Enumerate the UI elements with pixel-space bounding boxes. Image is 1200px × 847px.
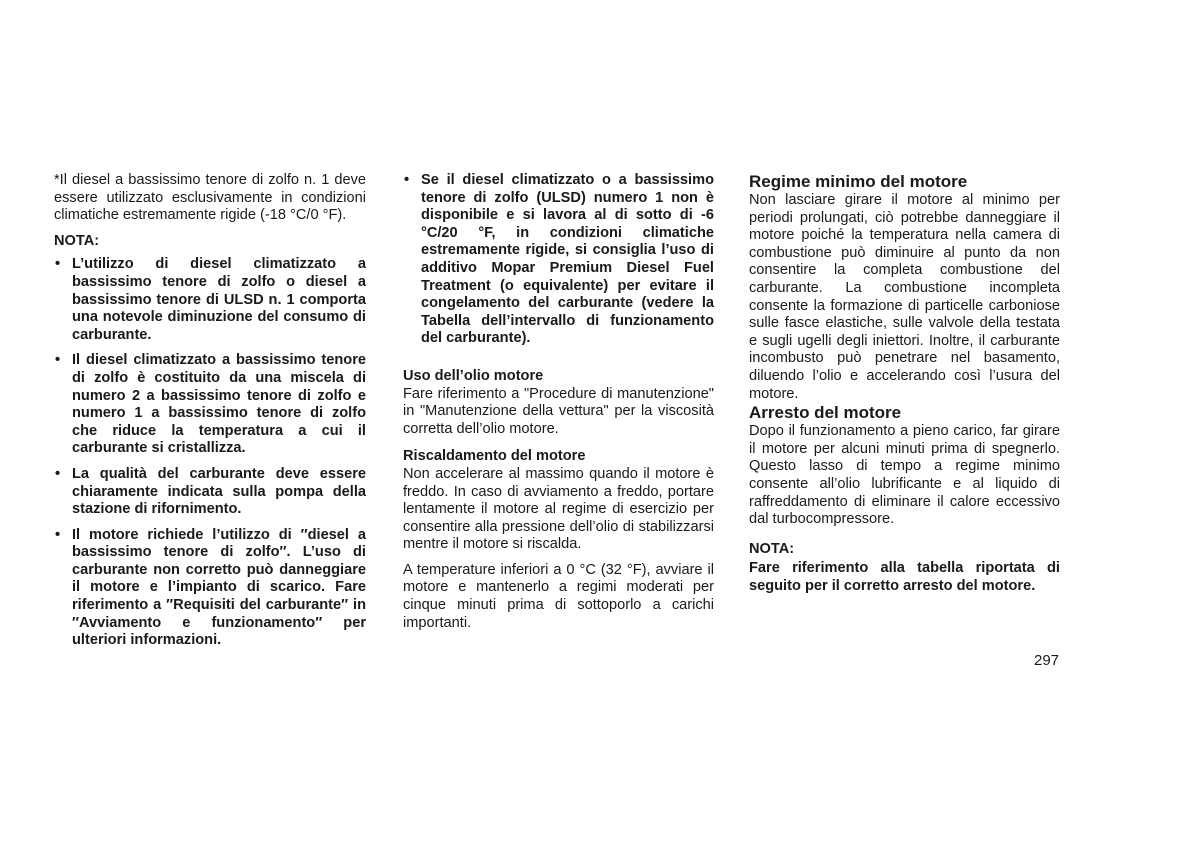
list-item: • Il diesel climatizzato a bassissimo tenore di zolfo è costituito da una miscela di numero 2 a bassissimo tenore di zolfo e numero 1 a bassissimo tenore di zolfo che riduce la temperatura a cui il carburante si cristallizza. (55, 352, 366, 457)
stop-heading: Arresto del motore (749, 403, 902, 423)
column-middle (403, 172, 714, 632)
bullet-dot-icon: • (55, 526, 61, 543)
idle-paragraph: Non lasciare girare il motore al minimo per periodi prolungati, ciò potrebbe danneggiare il motore poiché la temperatura nella camera di combustione può diminuire al punto da non consentire la completa combustione del carburante. La combustione incompleta consente la formazione di particelle carboniose sulle fasce elastiche, sulle valvole della testata e sugli ugelli degli iniettori. Inoltre, il carburante incombusto può penetrare nel basamento, diluendo l’olio e accelerando così l’usura del motore. (749, 192, 1060, 402)
note-bullet-list (54, 256, 366, 649)
warmup-heading: Riscaldamento del motore (403, 448, 586, 465)
oil-heading: Uso dell’olio motore (403, 367, 544, 384)
bullet-dot-icon: • (404, 172, 410, 188)
column-left (54, 172, 366, 658)
note-label: NOTA: (54, 232, 100, 249)
warmup-paragraph: Non accelerare al massimo quando il motore è freddo. In caso di avviamento a freddo, portare lentamente il motore al regime di esercizio per consentire alla pressione dell’olio di stabilizzarsi mentre il motore si riscalda. (403, 465, 714, 553)
list-item: • La qualità del carburante deve essere chiaramente indicata sulla pompa della stazione di rifornimento. (55, 465, 366, 518)
bullet-dot-icon: • (55, 256, 61, 273)
intro-footnote: *Il diesel a bassissimo tenore di zolfo n. 1 deve essere utilizzato esclusivamente in condizioni climatiche estremamente rigide (-18 °C/0 °F). (54, 172, 366, 224)
note-paragraph: Fare riferimento alla tabella riportata di seguito per il corretto arresto del motore. (749, 560, 1060, 594)
note-label: NOTA: (749, 540, 795, 557)
warmup-paragraph-2: A temperature inferiori a 0 °C (32 °F), avviare il motore e mantenerlo a regimi moderati per cinque minuti prima di sottoporlo a carichi importanti. (403, 561, 714, 631)
additive-bullet-list (403, 172, 714, 348)
list-item: • Il motore richiede l’utilizzo di ″diesel a bassissimo tenore di zolfo″. L’uso di carburante non corretto può danneggiare il motore e l’impianto di scarico. Fare riferimento a ″Requisiti del carburante″ in ″Avviamento e funzionamento″ per ulteriori informazioni. (55, 526, 366, 649)
bullet-dot-icon: • (55, 465, 61, 482)
list-item: • L’utilizzo di diesel climatizzato a bassissimo tenore di zolfo o diesel a bassissimo tenore di ULSD n. 1 comporta una notevole diminuzione del consumo di carburante. (55, 256, 366, 343)
list-item: • Se il diesel climatizzato o a bassissimo tenore di zolfo (ULSD) numero 1 non è disponibile e si lavora al di sotto di -6 °C/20 °F, in condizioni climatiche estremamente rigide, si consiglia l’uso di additivo Mopar Premium Diesel Fuel Treatment (o equivalente) per evitare il congelamento del carburante (vedere la Tabella dell’intervallo di funzionamento del carburante). (404, 172, 714, 347)
oil-paragraph: Fare riferimento a "Procedure di manutenzione" in "Manutenzione della vettura" per la viscosità corretta dell’olio motore. (403, 385, 714, 437)
idle-heading: Regime minimo del motore (749, 172, 968, 191)
stop-paragraph: Dopo il funzionamento a pieno carico, far girare il motore per alcuni minuti prima di spegnerlo. Questo lasso di tempo a regime minimo consente all’olio lubrificante e al liquido di raffreddamento di eliminare il calore eccessivo dal turbocompressore. (749, 423, 1060, 528)
bullet-dot-icon: • (55, 352, 61, 369)
column-right (749, 172, 1060, 595)
page-number: 297 (1034, 652, 1060, 669)
